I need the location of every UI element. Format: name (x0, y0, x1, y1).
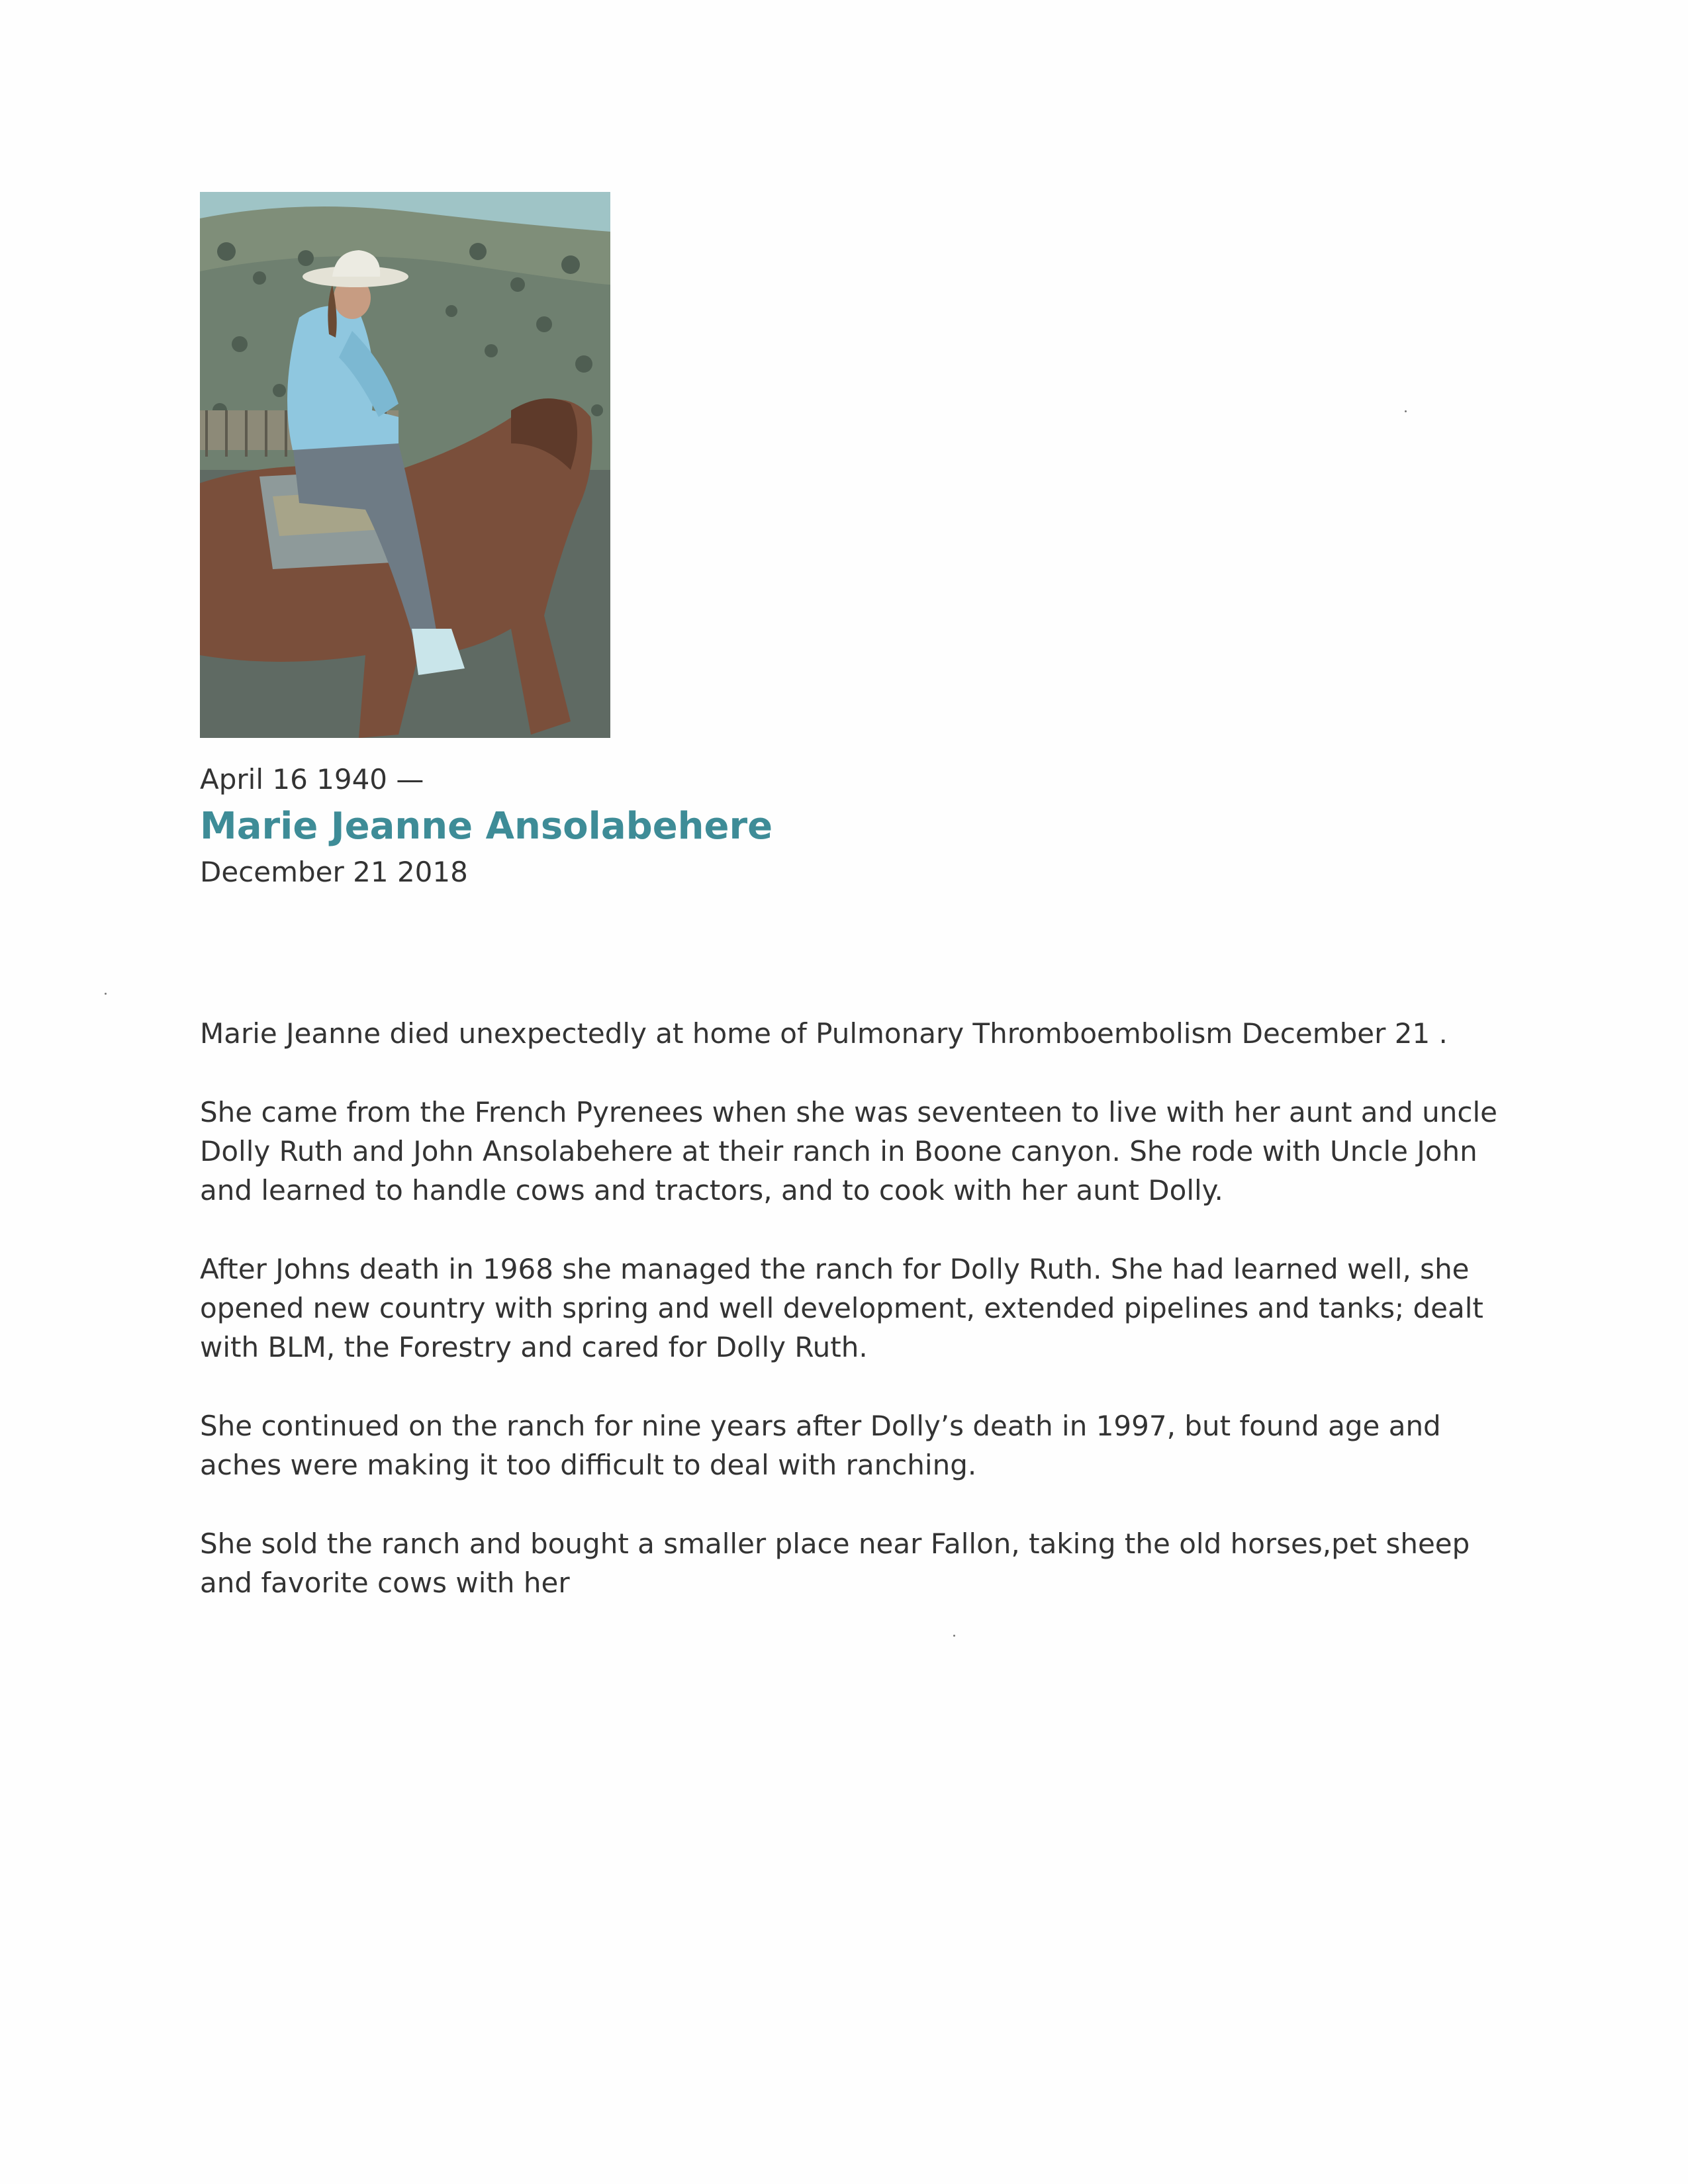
scan-speck (953, 1635, 955, 1637)
scan-speck (105, 993, 107, 995)
paragraph-ranch-management: After Johns death in 1968 she managed the ranch for Dolly Ruth. She had learned well, she opened new country with spring and well development, extended pipelines and tanks; dealt with BLM, the Forestry and cared for Dolly Ruth. (200, 1253, 1483, 1363)
scan-speck (1405, 410, 1407, 412)
obituary-text (200, 1014, 1497, 1642)
death-date: December 21 2018 (200, 856, 468, 888)
paragraph-move-to-fallon: She sold the ranch and bought a smaller place near Fallon, taking the old horses,pet sheep and favorite cows with her (200, 1527, 1470, 1599)
paragraph-early-life: She came from the French Pyrenees when she was seventeen to live with her aunt and uncle Dolly Ruth and John Ansolabehere at their ranch in Boone canyon. She rode with Uncle John and learned to handle cows and tractors, and to cook with her aunt Dolly. (200, 1096, 1498, 1206)
person-name: Marie Jeanne Ansolabehere (200, 805, 773, 848)
paragraph-death-notice: Marie Jeanne died unexpectedly at home of Pulmonary Thromboembolism December 21 . (200, 1017, 1448, 1050)
paragraph-later-years: She continued on the ranch for nine years after Dolly’s death in 1997, but found age and aches were making it too difficult to deal with ranching. (200, 1410, 1441, 1481)
rider-on-horse-photo (200, 192, 610, 738)
birth-date: April 16 1940 — (200, 763, 424, 796)
